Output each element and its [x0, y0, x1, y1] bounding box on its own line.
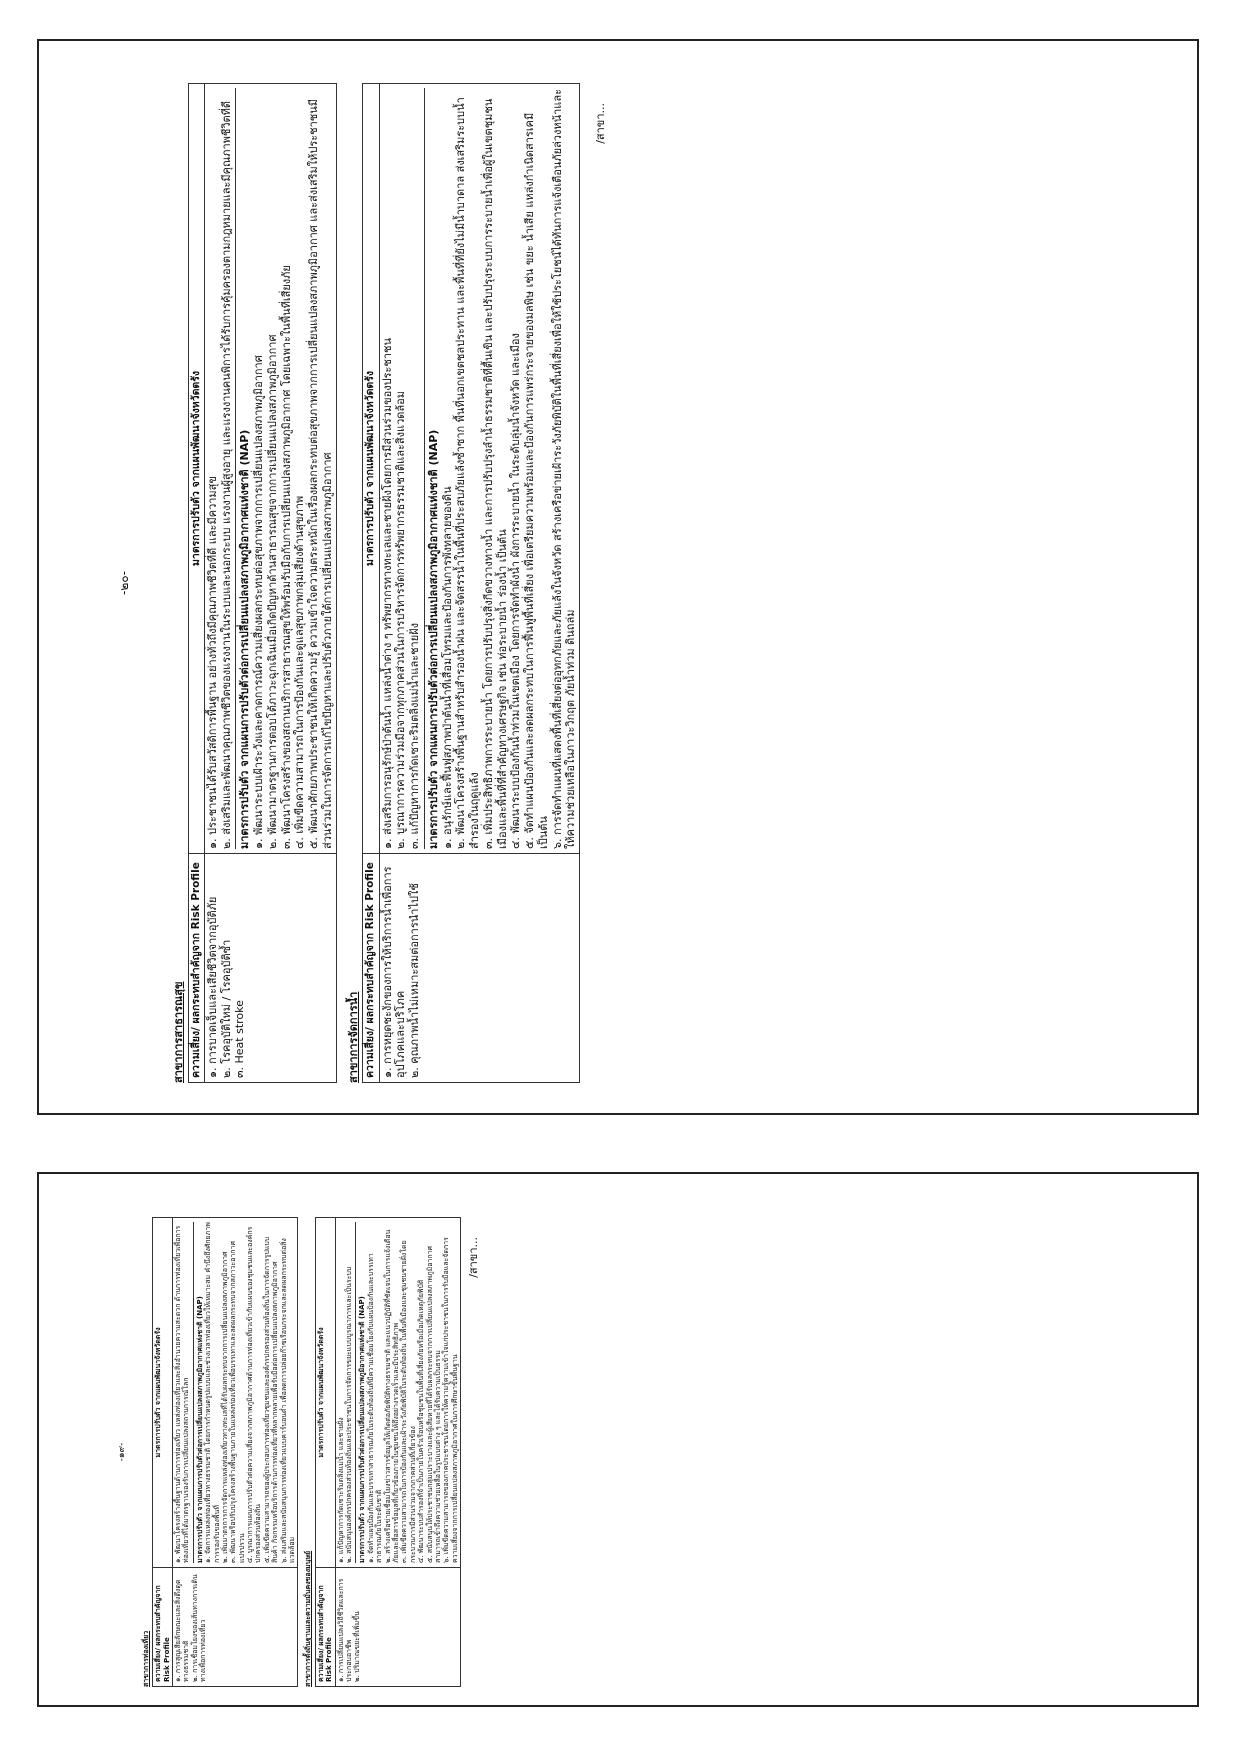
measure-item: ๑. พัฒนาโครงสร้างพื้นฐานด้านการท่องเที่ยว แหล่งท่องเที่ยวและสิ่งอำนวยความสะดวก ด้านการท่องเที่ยวเพื่อการท่องเที่ยวที่ได้มาตรฐานรองรับการเปลี่ยนแปลงสถานการณ์โลก — [173, 1225, 191, 1563]
measure-list — [172, 1218, 297, 1568]
section-tourism — [142, 1217, 299, 1687]
risk-list — [379, 854, 580, 1083]
risk-item: ๒. โรคอุบัติใหม่ / โรคอุบัติซ้ำ — [219, 939, 233, 1078]
measure-item: ๑. พัฒนาระบบเฝ้าระวังและคาดการณ์ความเสี่ยงผลกระทบต่อสุขภาพจากการเปลี่ยนแปลงสภาพภูมิอากาศ — [252, 355, 266, 849]
section-water-management — [347, 83, 580, 1083]
page-content — [117, 1217, 1177, 1687]
measure-item: ๓. พัฒนาหรือปรับปรุงโครงสร้างพื้นฐานภายในแหล่งท่องเที่ยวเพื่อบรรเทาและลดผลกระทบจากสภาวะอากาศแปรปรวน — [229, 1241, 246, 1563]
measure-item: ๑. จัดทำแผนป้องกันและบรรเทาสาธารณภัยในระดับท้องถิ่นที่มีความเชื่อมโยงกับแผนป้องกันและบรรเทาสาธารณภัยในระดับชาติ — [366, 1253, 384, 1563]
measure-item: ๔. พัฒนาระบบสำรองที่จำเป็นภายในครัวเรือนหรือชุมชนในพื้นที่เสี่ยงภัยหรือเมื่อเกิดเหตุภัยพิบัติ — [417, 1279, 426, 1563]
measure-item: ๓. เพิ่มประสิทธิภาพการระบายน้ำ โดยการปรับปรุงสิ่งกีดขวางทางน้ำ และการปรับปรุงลำน้ำธรรมชาติที่ตื้นเขิน และปรับปรุงระบบการระบายน้ำเพื่อผู้ในเขตชุมชนเมืองและพื้นที่ที่สำคัญทางเศรษฐกิจ เช่น ท่อระบายน้ำ ร่องน้ำ เป็นต้น — [481, 98, 509, 849]
risk-item: ๒. การเชื่อมโยงของเส้นทางการเดินทางเพื่อการท่องเที่ยว — [190, 1574, 208, 1682]
measure-item: ๖. ส่งเสริมและสนับสนุนการท่องเที่ยวแบบคาร์บอนต่ำ เพื่อลดการปล่อยก๊าซเรือนกระจกและลดผลกระทบต่อสิ่งแวดล้อม — [279, 1238, 297, 1563]
measure-item: ๒. พัฒนาโครงสร้างพื้นฐานสำหรับสำรองน้ำฝน และจัดสรรน้ำในพื้นที่ประสบภัยแล้งซ้ำซาก พื้นที่นอกเขตชลประทาน และพื้นที่ที่ยังไม่มีน้ำบาดาล ส่งเสริมระบบน้ำสำรองในฤดูแล้ง — [454, 97, 481, 849]
risk-table — [152, 1217, 298, 1687]
measure-item: ๑. ส่งเสริมการอนุรักษ์ป่าต้นน้ำ แหล่งน้ำต่าง ๆ ทรัพยากรทางทะเลและชายฝั่งโดยการมีส่วนร่วมของประชาชน — [380, 337, 394, 849]
document-page-19 — [37, 1172, 1199, 1707]
risk-item: ๓. Heat stroke — [233, 1000, 247, 1078]
measure-item: ๖. เพิ่มขีดความสามารถของภาคประชาชนโดยการให้ความรู้ความเข้าใจแก่ประชาชนในการรับมือและจัดการความเสี่ยงจากการเปลี่ยนแปลงสภาพภูมิอากาศในการศึกษาขั้นพื้นฐาน — [442, 1237, 459, 1563]
measure-item: ๑. ประชาชนได้รับสวัสดิการพื้นฐาน อย่างทั่วถึงมีคุณภาพชีวิตที่ดี และมีความสุข — [205, 476, 219, 849]
col-header-measure: มาตรการปรับตัว จากแผนพัฒนาจังหวัดตรัง — [315, 1218, 335, 1568]
measure-list — [379, 84, 580, 854]
section-title: สาขาการท่องเที่ยว — [141, 1630, 150, 1687]
measure-item: ๓. พัฒนาโครงสร้างของสถานบริการสาธารณสุขให้พร้อมรับมือกับการเปลี่ยนแปลงสภาพภูมิอากาศ โดยเฉพาะในพื้นที่เสี่ยงภัย — [279, 265, 293, 849]
risk-item: ๒. คุณภาพน้ำไม่เหมาะสมต่อการนำไปใช้ — [408, 883, 421, 1078]
section-human-settlement — [304, 1217, 461, 1687]
col-header-risk: ความเสี่ยง/ ผลกระทบสำคัญจาก Risk Profile — [363, 854, 379, 1083]
nap-subheading: มาตรการปรับตัว จากแผนการปรับตัวต่อการเปลี่ยนแปลงสภาพภูมิอากาศแห่งชาติ (NAP) — [193, 1222, 204, 1563]
page-number: -๑๙- — [117, 1442, 127, 1462]
measure-item: ๕. พัฒนาศักยภาพประชาชนให้เกิดความรู้ ความเข้าใจความตระหนักในเรื่องผลกระทบต่อสุขภาพจากการเปลี่ยนแปลงสภาพภูมิอากาศ และส่งเสริมให้ประชาชนมีส่วนร่วมในการจัดการแก้ไขปัญหาและปรับตัวภายใต้การเปลี่ยนแปลงสภาพภูมิอากาศ — [307, 98, 334, 849]
measure-item: ๑. แก้ปัญหาการกัดเซาะริมตลิ่งแม่น้ำ และชายฝั่ง — [336, 1417, 345, 1563]
risk-table — [188, 83, 337, 1083]
section-public-health — [172, 83, 337, 1083]
risk-list — [335, 1568, 460, 1687]
measure-item: ๕. จัดทำแผนป้องกันและลดผลกระทบในการฟื้นฟูพื้นที่เสี่ยง เพื่อเตรียมความพร้อมและป้องกันการแพร่กระจายของมลพิษ เช่น ขยะ น้ำเสีย แหล่งกำเนิดสารเคมี เป็นต้น — [523, 112, 550, 849]
risk-item: ๒. ปริมาณขยะที่เพิ่มขึ้น — [353, 1611, 362, 1682]
col-header-measure: มาตรการปรับตัว จากแผนพัฒนาจังหวัดตรัง — [188, 84, 204, 854]
col-header-risk: ความเสี่ยง/ ผลกระทบสำคัญจาก Risk Profile — [153, 1568, 173, 1687]
col-header-measure: มาตรการปรับตัว จากแผนพัฒนาจังหวัดตรัง — [363, 84, 379, 854]
section-title: สาขาการจัดการน้ำ — [346, 991, 360, 1083]
measure-item: ๕. สนับสนุนให้ประชาชนกลุ่มเปราะบางและผู้เสียหายที่ได้รับผลกระทบจากการเปลี่ยนแปลงสภาพภูมิอากาศ สามารถเข้าถึงความช่วยเหลือในรูปแบบต่าง ๆ และได้รับความเป็นธรรม — [425, 1246, 442, 1563]
measure-item: ๔. พัฒนาระบบป้องกันน้ำท่วมในเขตเมือง โดยการจัดทำผังน้ำ ผังการระบายน้ำ ในระดับลุ่มน้ำจังหวัด และเมือง — [509, 333, 523, 849]
section-title: สาขาการสาธารณสุข — [172, 981, 185, 1083]
risk-table — [315, 1217, 461, 1687]
measure-list — [335, 1218, 460, 1568]
risk-list — [204, 854, 336, 1083]
measure-item: ๒. บูรณาการความร่วมมือจากทุกภาคส่วนในการบริหารจัดการทรัพยากรธรรมชาติและสิ่งแวดล้อม — [394, 390, 408, 849]
measure-item: ๒. สนับสนุนองค์กรปกครองส่วนท้องถิ่นและประชาชนในการจัดการขยะแบบบูรณาการและเป็นระบบ — [345, 1266, 353, 1563]
measure-item: ๓. เพิ่มขีดความสามารถในการป้องกันและเฝ้าระวังภัยพิบัติในระดับท้องถิ่น ในพื้นที่เมืองและชุมชนชายฝั่งโดยกระบวนการมีส่วนร่วมจากภาคส่วนที่เกี่ยวข้อง — [400, 1240, 417, 1563]
risk-item: ๑. การบาดเจ็บและเสียชีวิตจากอุบัติภัย — [205, 896, 219, 1078]
risk-item: ๑. การสูญเสียลักษณะและสิ่งดึงดูดทางธรรมชาติ — [173, 1579, 191, 1682]
section-title: สาขาการตั้งถิ่นฐานและความมั่นคงของมนุษย์ — [304, 1550, 313, 1687]
page-number: -๒๐- — [117, 571, 131, 595]
measure-item: ๒. ส่งเสริมและพัฒนาคุณภาพชีวิตของแรงงานในระบบและนอกระบบ แรงงานผู้สูงอายุ และแรงงานคนพิการได้รับการคุ้มครองตามกฎหมายและมีคุณภาพชีวิตที่ดี — [219, 100, 233, 849]
risk-table — [362, 83, 580, 1083]
measure-item: ๖. การจัดทำแผนที่แสดงพื้นที่เสี่ยงต่ออุทกภัยและภัยแล้งในจังหวัด สร้างเครือข่ายเฝ้าระวังภัยพิบัติในพื้นที่เสี่ยงเพื่อให้ใช้ประโยชน์ได้ทันการแจ้งเตือนภัยล่วงหน้าและให้ความช่วยเหลือในภาวะวิกฤต ภัยน้ำท่วม ดินถล่ม — [550, 88, 578, 849]
measure-item: ๒. พัฒนามาตรฐานการตอบโต้ภาวะฉุกเฉินเมื่อเกิดปัญหาด้านสาธารณสุขจากการเปลี่ยนแปลงสภาพภูมิอากาศ — [265, 334, 279, 849]
measure-item: ๕. เพิ่มขีดความสามารถของผู้ประกอบการท่องเที่ยวชุมชนและองค์กรปกครองส่วนท้องถิ่นในการจัดการรูปแบบสินค้า กิจกรรมหรือบริการด้านการท่องเที่ยวที่หลากหลายเพื่อรับมือต่อการเปลี่ยนแปลงสภาพภูมิอากาศ — [262, 1236, 280, 1563]
measure-item: ๒. เพิ่มมาตรการการจัดการแหล่งท่องเที่ยวทางทะเลที่ได้รับผลกระทบจากการเปลี่ยนแปลงสภาพภูมิอากาศ — [220, 1251, 229, 1563]
measure-item: ๑. จัดการแหล่งท่องเที่ยวทางธรรมชาติ โดยการกำหนดรูปแบบและช่วงเวลาท่องเที่ยวให้เหมาะสม คำนึงถึงศักยภาพการรองรับของพื้นที่ — [204, 1222, 221, 1563]
nap-subheading: มาตรการปรับตัว จากแผนการปรับตัวต่อการเปลี่ยนแปลงสภาพภูมิอากาศแห่งชาติ (NAP) — [355, 1222, 366, 1563]
continued-marker: /สาขา... — [594, 103, 607, 144]
risk-item: ๑. การหยุดชะงักของการให้บริการน้ำเพื่อการอุปโภคและบริโภค — [380, 866, 408, 1078]
document-page-20 — [37, 39, 1199, 1115]
measure-item: ๓. แก้ปัญหาการกัดเซาะริมตลิ่งแม่น้ำและชายฝั่ง — [408, 623, 421, 849]
page-content — [117, 83, 1177, 1083]
continued-marker: /สาขา... — [467, 1237, 481, 1278]
col-header-risk: ความเสี่ยง/ ผลกระทบสำคัญจาก Risk Profile — [315, 1568, 335, 1687]
risk-item: ๑. การเปลี่ยนแปลงวิถีชีวิตและการประกอบอาชีพ — [336, 1578, 353, 1682]
measure-item: ๑. อนุรักษ์และฟื้นฟูสภาพป่าต้นน้ำที่เสื่อมโทรมและป้องกันการพังทลายของดิน — [440, 486, 454, 849]
measure-item: ๔. เพิ่มขีดความสามารถในการป้องกันและดูแลสุขภาพกลุ่มเสี่ยงด้านสุขภาพ — [293, 495, 307, 849]
measure-list — [204, 84, 336, 854]
nap-subheading: มาตรการปรับตัว จากแผนการปรับตัวต่อการเปลี่ยนแปลงสภาพภูมิอากาศแห่งชาติ (NAP) — [424, 88, 441, 849]
col-header-measure: มาตรการปรับตัว จากแผนพัฒนาจังหวัดตรัง — [153, 1218, 173, 1568]
measure-item: ๔. บูรณาการแผนการปรับตัวต่อความเสี่ยงจากสภาพภูมิอากาศด้านการท่องเที่ยวเข้ากับแผนของชุมชนและองค์กรปกครองส่วนท้องถิ่น — [246, 1226, 263, 1563]
nap-subheading: มาตรการปรับตัว จากแผนการปรับตัวต่อการเปลี่ยนแปลงสภาพภูมิอากาศแห่งชาติ (NAP) — [235, 88, 252, 849]
col-header-risk: ความเสี่ยง/ ผลกระทบสำคัญจาก Risk Profile — [188, 854, 204, 1083]
risk-list — [172, 1568, 297, 1687]
measure-item: ๒. สร้างเครือข่ายเชื่อมโยงข่าวสารข้อมูลให้เกิดต่อภัยพิบัติทางธรรมชาติ และแนวปฏิบัติที่ชัดเจนในการแจ้งเตือนภัยและสื่อสารข้อมูลที่เกี่ยวข้องภายในชุมชนให้ถึงอย่างรวดเร็วและมีประสิทธิภาพ — [383, 1229, 400, 1563]
